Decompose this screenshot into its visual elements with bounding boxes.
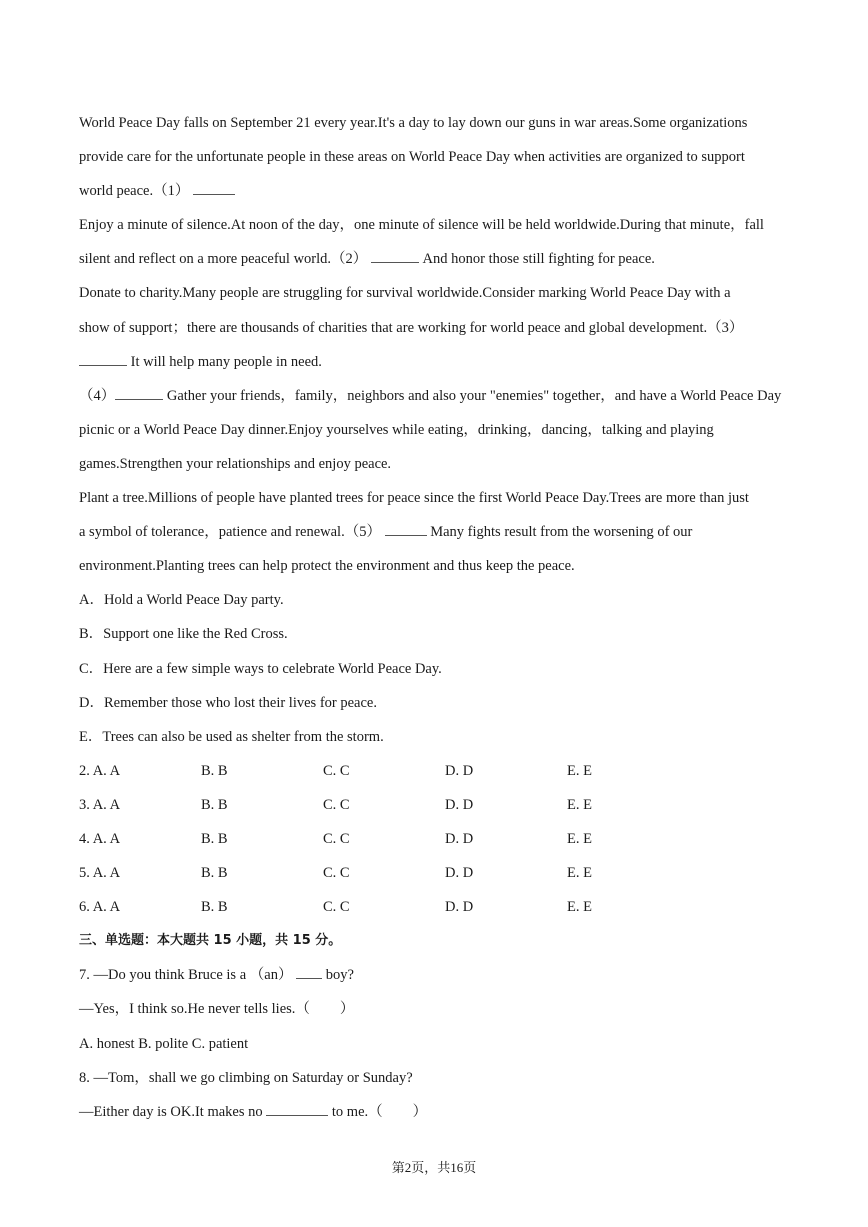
document-page: [79, 106, 793, 1129]
option-d[interactable]: D. D: [445, 865, 474, 882]
passage-line: World Peace Day falls on September 21 every year.It's a day to lay down our guns in war areas.Some organizations: [79, 115, 748, 131]
answer-blank-3: [79, 352, 127, 366]
option-d[interactable]: D. D: [445, 899, 474, 916]
option-a[interactable]: 5. A. A: [79, 865, 121, 882]
option-e[interactable]: E. E: [567, 830, 592, 847]
option-c[interactable]: C. C: [323, 899, 350, 916]
option-c[interactable]: C. C: [323, 796, 350, 813]
option-e[interactable]: E. E: [567, 796, 592, 813]
option-a[interactable]: 4. A. A: [79, 830, 121, 847]
passage-line: picnic or a World Peace Day dinner.Enjoy yourselves while eating，drinking，dancing，talking and playing: [79, 421, 714, 438]
option-a[interactable]: 3. A. A: [79, 796, 121, 813]
answer-row-5: [79, 856, 793, 890]
answer-blank-4: [115, 386, 163, 400]
option-b[interactable]: B. B: [201, 796, 228, 813]
answer-row-2: [79, 754, 793, 788]
answer-row-4: [79, 822, 793, 856]
option-c[interactable]: C. C: [323, 762, 350, 779]
question-8-reply: —Either day is OK.It makes no to me.（ ）: [79, 1095, 793, 1129]
question-7-reply: —Yes，I think so.He never tells lies.（ ）: [79, 1001, 355, 1018]
option-d[interactable]: D. D: [445, 796, 474, 813]
option-a[interactable]: 6. A. A: [79, 899, 121, 916]
option-b[interactable]: B. B: [201, 830, 228, 847]
answer-row-6: [79, 890, 793, 924]
choice-c: C．Here are a few simple ways to celebrate World Peace Day.: [79, 660, 442, 677]
option-d[interactable]: D. D: [445, 830, 474, 847]
page-footer: 第2页，共16页: [391, 1160, 477, 1175]
option-a[interactable]: 2. A. A: [79, 762, 121, 779]
question-7-options: A. honest B. polite C. patient: [79, 1035, 249, 1052]
answer-blank-5: [385, 522, 427, 536]
passage-line: games.Strengthen your relationships and enjoy peace.: [79, 455, 392, 472]
question-7-stem: 7. —Do you think Bruce is a （an） boy?: [79, 958, 793, 992]
choice-d: D．Remember those who lost their lives for peace.: [79, 694, 377, 711]
passage-line: Enjoy a minute of silence.At noon of the day，one minute of silence will be held worldwide.During that minute，fall: [79, 217, 764, 234]
option-e[interactable]: E. E: [567, 865, 592, 882]
answer-blank-1: [193, 181, 235, 195]
passage-line: show of support；there are thousands of charities that are working for world peace and global development.（3）: [79, 319, 744, 336]
option-c[interactable]: C. C: [323, 865, 350, 882]
answer-blank-q8: [266, 1102, 328, 1116]
option-b[interactable]: B. B: [201, 762, 228, 779]
option-b[interactable]: B. B: [201, 899, 228, 916]
passage-line: Donate to charity.Many people are struggling for survival worldwide.Consider marking World Peace Day with a: [79, 285, 731, 302]
passage-line: world peace.（1）: [79, 174, 793, 208]
passage-line: silent and reflect on a more peaceful world.（2） And honor those still fighting for peace.: [79, 242, 793, 276]
answer-blank-q7: [296, 965, 322, 979]
option-d[interactable]: D. D: [445, 762, 474, 779]
passage-line: environment.Planting trees can help protect the environment and thus keep the peace.: [79, 558, 575, 575]
section-heading: 三、单选题：本大题共 15 小题，共 15 分。: [79, 933, 342, 949]
passage-line: It will help many people in need.: [79, 345, 793, 379]
choice-e: E．Trees can also be used as shelter from the storm.: [79, 728, 384, 745]
answer-blank-2: [371, 249, 419, 263]
passage-line: （4） Gather your friends，family，neighbors and also your "enemies" together，and have a World Peace Day: [79, 379, 793, 413]
option-c[interactable]: C. C: [323, 830, 350, 847]
passage-line: provide care for the unfortunate people in these areas on World Peace Day when activities are organized to support: [79, 149, 745, 166]
choice-a: A．Hold a World Peace Day party.: [79, 592, 284, 609]
question-8-stem: 8. —Tom，shall we go climbing on Saturday or Sunday?: [79, 1069, 413, 1086]
option-e[interactable]: E. E: [567, 899, 592, 916]
passage-line: Plant a tree.Millions of people have planted trees for peace since the first World Peace Day.Trees are more than just: [79, 490, 749, 507]
option-e[interactable]: E. E: [567, 762, 592, 779]
answer-row-3: [79, 788, 793, 822]
passage-line: a symbol of tolerance，patience and renewal.（5） Many fights result from the worsening of our: [79, 515, 793, 549]
option-b[interactable]: B. B: [201, 865, 228, 882]
choice-b: B．Support one like the Red Cross.: [79, 626, 288, 643]
